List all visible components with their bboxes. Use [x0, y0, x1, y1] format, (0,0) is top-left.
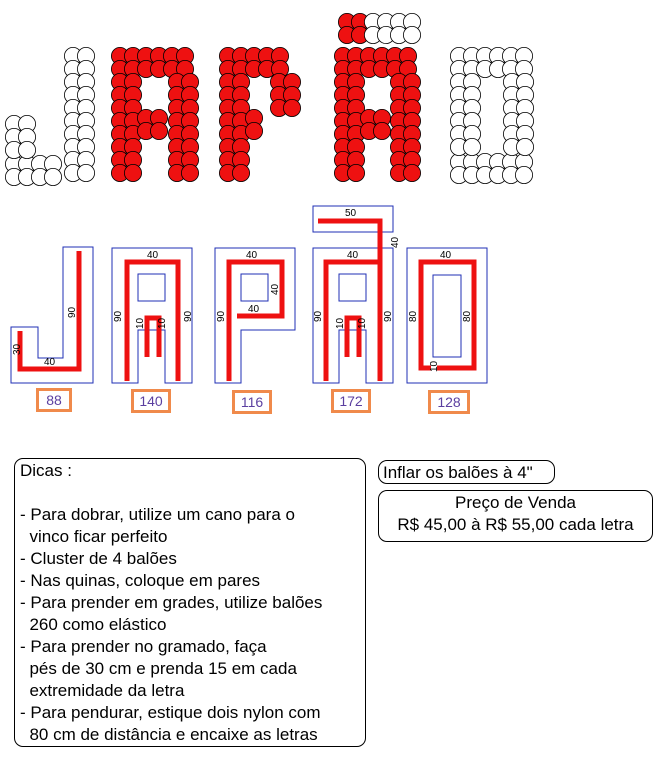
tips-title: Dicas :	[20, 461, 72, 480]
frame-window	[433, 275, 461, 357]
dim-label: 90	[113, 310, 124, 322]
balloon-j	[18, 141, 35, 158]
price-title: Preço de Venda	[455, 493, 576, 512]
frame-a	[112, 248, 194, 383]
dim-label: 40	[246, 250, 258, 261]
balloon-p	[232, 164, 249, 181]
frame-o	[407, 248, 487, 383]
balloon-o	[515, 166, 532, 183]
dim-label: 40	[440, 250, 452, 261]
balloon-a	[150, 122, 167, 139]
tip-line: vinco ficar perfeito	[20, 527, 168, 546]
tip-line: - Cluster de 4 balões	[20, 549, 177, 568]
dim-label: 90	[67, 306, 78, 318]
tip-line: pés de 30 cm e prenda 15 em cada	[20, 659, 297, 678]
tip-line: extremidade da letra	[20, 681, 185, 700]
tip-line: - Para prender em grades, utilize balões	[20, 593, 323, 612]
dim-label: 40	[390, 236, 401, 248]
dim-label: 10	[429, 360, 440, 372]
tip-line: - Para dobrar, utilize um cano para o	[20, 505, 295, 524]
dim-label: 40	[270, 283, 281, 295]
balloon-word-japao	[5, 13, 533, 185]
dim-label: 90	[383, 310, 394, 322]
dim-label: 40	[347, 250, 359, 261]
dim-label: 10	[135, 317, 146, 329]
dim-label: 10	[157, 317, 168, 329]
dim-label: 50	[345, 208, 357, 219]
dim-label: 80	[408, 310, 419, 322]
frame-window	[138, 274, 165, 301]
balloon-a	[124, 164, 141, 181]
tips-spacer	[20, 482, 365, 504]
inflate-note: Inflar os balões à 4"	[378, 460, 555, 484]
balloon-a-tilde	[403, 164, 420, 181]
price-value: R$ 45,00 à R$ 55,00 cada letra	[397, 515, 634, 534]
balloon-p	[283, 99, 300, 116]
frame-j	[11, 247, 93, 383]
balloon-a-tilde	[347, 164, 364, 181]
balloon-a	[181, 164, 198, 181]
frame-p	[215, 248, 295, 383]
rod-path	[229, 262, 282, 381]
balloon-o	[463, 138, 480, 155]
tip-line: - Nas quinas, coloque em pares	[20, 571, 261, 590]
balloon-a-tilde	[373, 122, 390, 139]
frame-window	[241, 274, 268, 301]
total-label-o: 128	[428, 390, 470, 414]
balloon-j	[44, 168, 61, 185]
total-label-p: 116	[232, 390, 272, 414]
dim-label: 10	[357, 317, 368, 329]
dim-label: 80	[462, 310, 473, 322]
balloon-tilde	[403, 26, 420, 43]
frame-a-tilde	[313, 206, 401, 383]
tips-panel	[14, 458, 366, 747]
balloon-j	[77, 164, 94, 181]
tip-line: - Para prender no gramado, faça	[20, 637, 267, 656]
tip-line: 80 cm de distância e encaixe as letras	[20, 725, 318, 744]
wire-frame-diagrams	[11, 206, 487, 383]
balloon-p	[245, 122, 262, 139]
frame-window	[339, 274, 366, 301]
dim-label: 40	[248, 304, 260, 315]
dim-label: 90	[313, 310, 324, 322]
total-label-j: 88	[36, 388, 72, 412]
total-label-a-tilde: 172	[331, 389, 371, 413]
dim-label: 10	[335, 317, 346, 329]
dim-label: 40	[44, 357, 56, 368]
price-panel	[378, 490, 653, 542]
dim-label: 40	[147, 250, 159, 261]
dim-label: 30	[12, 343, 23, 355]
tip-line: 260 como elástico	[20, 615, 167, 634]
dim-label: 90	[183, 310, 194, 322]
total-label-a: 140	[131, 389, 171, 413]
dim-label: 90	[216, 310, 227, 322]
tip-line: - Para pendurar, estique dois nylon com	[20, 703, 321, 722]
balloon-o	[516, 138, 533, 155]
